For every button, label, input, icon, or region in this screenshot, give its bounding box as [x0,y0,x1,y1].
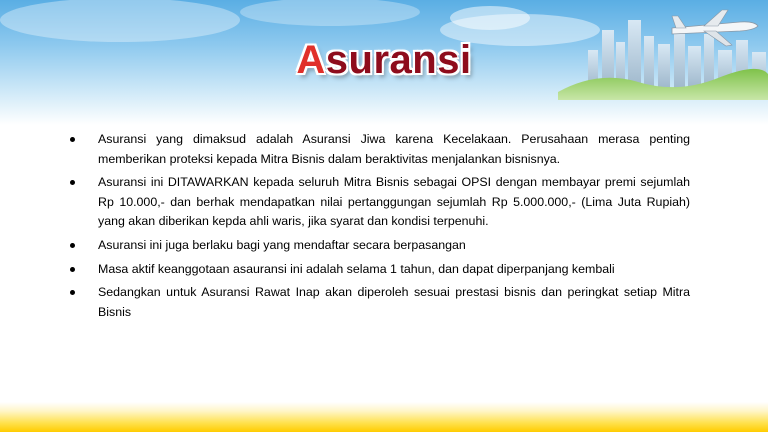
bullet-dot-icon [70,243,75,248]
bullet-item [70,283,690,322]
bullet-text: Masa aktif keanggotaan asauransi ini adalah selama 1 tahun, dan dapat diperpanjang kembali [98,261,615,276]
bullet-list [70,130,690,322]
bullet-dot-icon [70,290,75,295]
bullet-text: Asuransi ini juga berlaku bagi yang mendaftar secara berpasangan [98,237,466,252]
bullet-item [70,173,690,232]
slide-title-rest: suransi [325,38,472,82]
slide-title-first-letter: A [296,38,326,82]
bullet-dot-icon [70,137,75,142]
bullet-dot-icon [70,180,75,185]
bullet-item [70,130,690,169]
bullet-dot-icon [70,267,75,272]
bullet-text: Asuransi ini DITAWARKAN kepada seluruh Mitra Bisnis sebagai OPSI dengan membayar premi sejumlah Rp 10.000,- dan berhak mendapatkan nilai pertanggungan sejumlah Rp 5.000.000,- (Lima Juta Rupiah) yang akan diberikan kepda ahli waris, jika syarat dan kondisi terpenuhi. [98,175,690,229]
slide-title [0,38,768,83]
footer-band [0,402,768,432]
bullet-text: Sedangkan untuk Asuransi Rawat Inap akan diperoleh sesuai prestasi bisnis dan peringkat setiap Mitra Bisnis [98,285,690,319]
bullet-text: Asuransi yang dimaksud adalah Asuransi Jiwa karena Kecelakaan. Perusahaan merasa penting memberikan proteksi kepada Mitra Bisnis dalam beraktivitas menjalankan bisnisnya. [98,132,690,166]
bullet-item [70,260,690,280]
bullet-content [70,130,690,326]
bullet-item [70,236,690,256]
